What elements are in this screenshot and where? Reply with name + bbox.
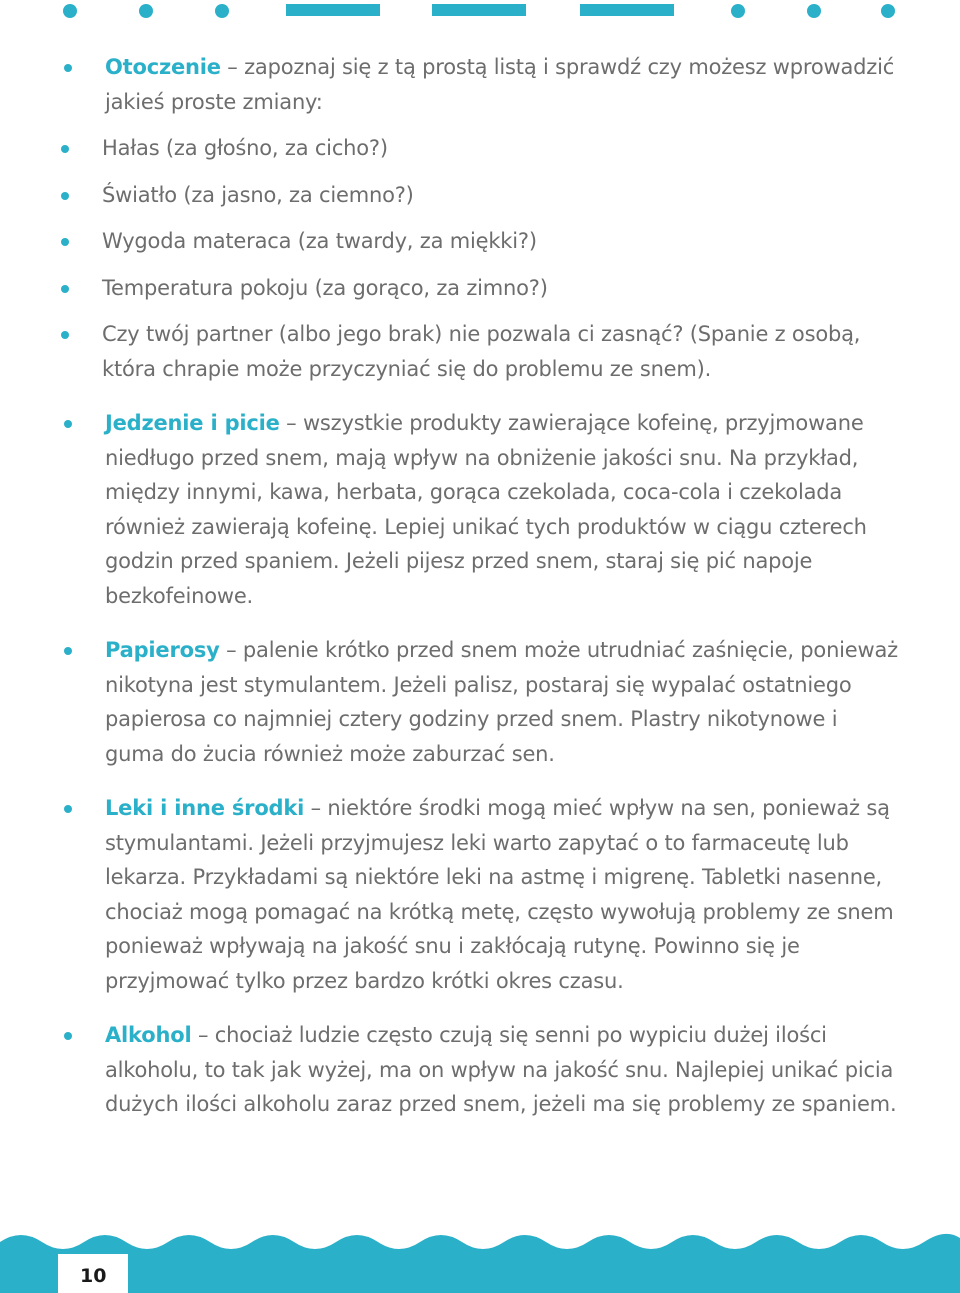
subitem <box>15 178 900 213</box>
bullet-icon <box>64 420 72 428</box>
section-title: Leki i inne środki <box>105 796 305 820</box>
wave-shape <box>0 1234 960 1293</box>
deco-dot <box>807 4 821 18</box>
bottom-wave-decoration <box>0 1228 960 1293</box>
deco-dot <box>139 4 153 18</box>
deco-bar <box>286 4 380 16</box>
deco-dot <box>881 4 895 18</box>
deco-bar <box>580 4 674 16</box>
page-number: 10 <box>80 1265 107 1287</box>
section-alkohol <box>60 1018 900 1122</box>
subitem-text: Temperatura pokoju (za gorąco, za zimno?) <box>102 275 548 300</box>
subitem <box>15 131 900 166</box>
subitem-text: Czy twój partner (albo jego brak) nie pozwala ci zasnąć? (Spanie z osobą, która chrapie może przyczyniać się do problemu ze snem). <box>102 322 861 381</box>
subitem-text: Hałas (za głośno, za cicho?) <box>102 136 388 160</box>
bullet-icon <box>64 805 72 813</box>
section-text: – zapoznaj się z tą prostą listą i sprawdź czy możesz wprowadzić jakieś proste zmiany: <box>105 55 895 114</box>
bullet-icon <box>61 238 69 246</box>
section-text: – chociaż ludzie często czują się senni po wypiciu dużej ilości alkoholu, to tak jak wyżej, ma on wpływ na jakość snu. Najlepiej unikać picia dużych ilości alkoholu zaraz przed snem, jeżeli ma się problemy ze spaniem. <box>105 1023 897 1116</box>
bullet-icon <box>61 331 69 339</box>
bullet-icon <box>64 1032 72 1040</box>
subitem <box>15 271 900 306</box>
document-body <box>60 50 900 1122</box>
subitem <box>15 317 900 386</box>
section-otoczenie <box>60 50 900 119</box>
subitem-text: Światło (za jasno, za ciemno?) <box>102 182 414 207</box>
section-title: Alkohol <box>105 1023 192 1047</box>
section-text: – niektóre środki mogą mieć wpływ na sen, ponieważ są stymulantami. Jeżeli przyjmujesz leki warto zapytać o to farmaceutę lub lekarza. Przykładami są niektóre leki na astmę i migrenę. Tabletki nasenne, chociaż mogą pomagać na krótką metę, często wywołują problemy ze snem ponieważ wpływają na jakość snu i zakłócają rutynę. Powinno się je przyjmować tylko przez bardzo krótki okres czasu. <box>105 796 894 993</box>
bullet-icon <box>61 192 69 200</box>
top-decoration <box>0 0 960 24</box>
section-text: – palenie krótko przed snem może utrudniać zaśnięcie, ponieważ nikotyna jest stymulantem. Jeżeli palisz, postaraj się wypalać ostatniego papierosa co najmniej cztery godziny przed snem. Plastry nikotynowe i guma do żucia również może zaburzać sen. <box>105 638 898 766</box>
bullet-icon <box>64 64 72 72</box>
bullet-icon <box>64 647 72 655</box>
section-title: Jedzenie i picie <box>105 411 280 435</box>
section-text: – wszystkie produkty zawierające kofeinę, przyjmowane niedługo przed snem, mają wpływ na obniżenie jakości snu. Na przykład, między innymi, kawa, herbata, gorąca czekolada, coca-cola i czekolada również zawierają kofeinę. Lepiej unikać tych produktów w ciągu czterech godzin przed spaniem. Jeżeli pijesz przed snem, staraj się pić napoje bezkofeinowe. <box>105 411 867 608</box>
deco-dot <box>215 4 229 18</box>
deco-dot <box>63 4 77 18</box>
subitem <box>15 224 900 259</box>
bullet-icon <box>61 285 69 293</box>
subitem-text: Wygoda materaca (za twardy, za miękki?) <box>102 229 537 253</box>
section-title: Otoczenie <box>105 55 221 79</box>
section-jedzenie-i-picie <box>60 406 900 613</box>
bullet-icon <box>61 145 69 153</box>
deco-bar <box>432 4 526 16</box>
section-title: Papierosy <box>105 638 220 662</box>
section-leki <box>60 791 900 998</box>
deco-dot <box>731 4 745 18</box>
section-papierosy <box>60 633 900 771</box>
